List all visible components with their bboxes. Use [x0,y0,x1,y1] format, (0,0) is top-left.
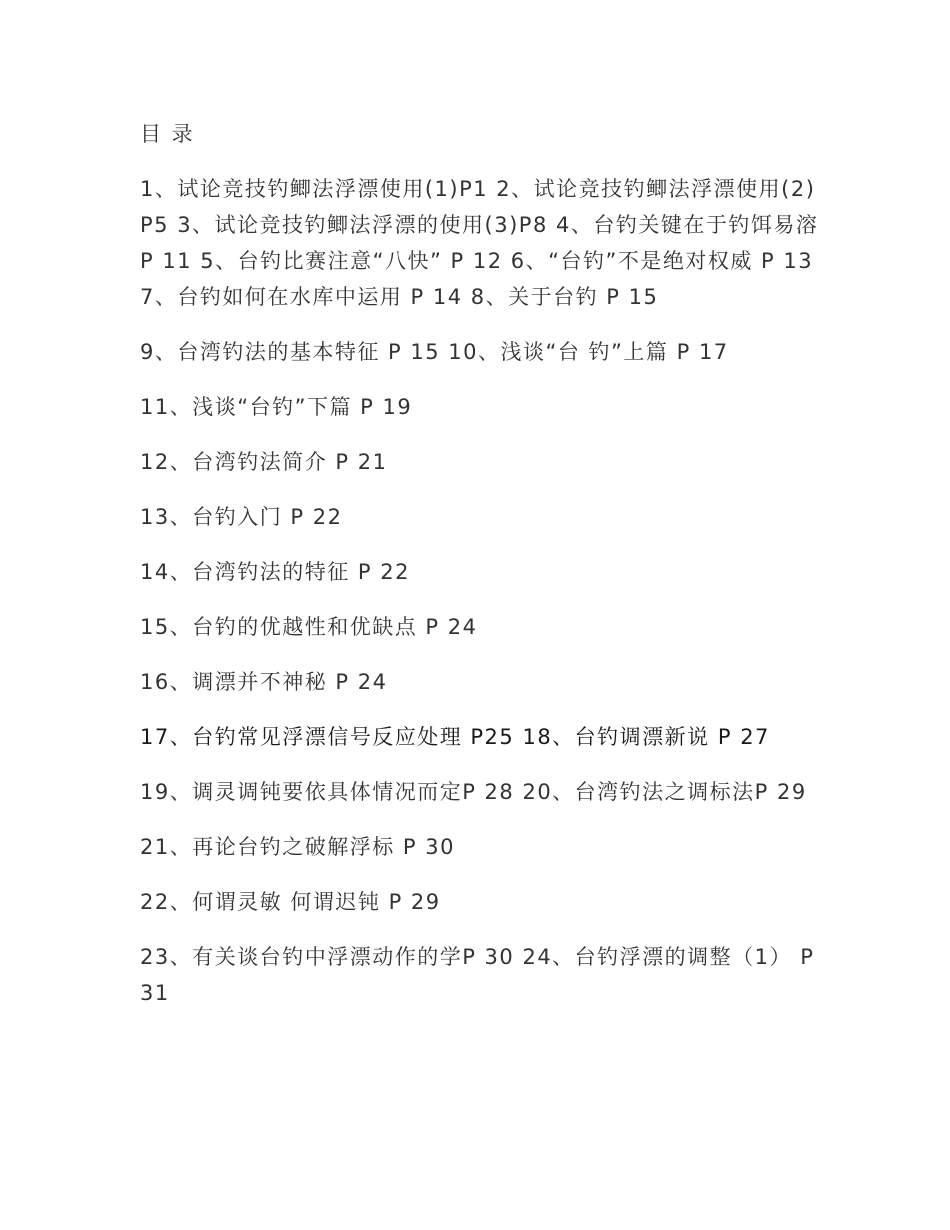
table-of-contents [140,118,820,1030]
toc-entry: 23、有关谈台钓中浮漂动作的学P 30 24、台钓浮漂的调整（1） P 31 [140,945,815,1005]
toc-entry: 16、调漂并不神秘 P 24 [140,670,388,694]
toc-entry: 15、台钓的优越性和优缺点 P 24 [140,615,478,639]
toc-entry: 12、台湾钓法简介 P 21 [140,450,388,474]
toc-entry: 21、再论台钓之破解浮标 P 30 [140,835,455,859]
toc-entry: 11、浅谈“台钓”下篇 P 19 [140,395,413,419]
toc-entry: 22、何谓灵敏 何谓迟钝 P 29 [140,890,441,914]
toc-entry: 19、调灵调钝要依具体情况而定P 28 20、台湾钓法之调标法P 29 [140,780,807,804]
toc-title: 目 录 [140,122,195,146]
toc-entry: 13、台钓入门 P 22 [140,505,343,529]
toc-entry: 1、试论竞技钓鲫法浮漂使用(1)P1 2、试论竞技钓鲫法浮漂使用(2)P5 3、试论竞技钓鲫法浮漂的使用(3)P8 4、台钓关键在于钓饵易溶P 11 5、台钓比赛注意“八快” P 12 6、“台钓”不是绝对权威 P 13 7、台钓如何在水库中运用 P 14 8、关于台钓 P 15 [140,177,819,309]
toc-entry: 17、台钓常见浮漂信号反应处理 P25 18、台钓调漂新说 P 27 [140,725,770,749]
toc-entry: 9、台湾钓法的基本特征 P 15 10、浅谈“台 钓”上篇 P 17 [140,340,729,364]
toc-entry: 14、台湾钓法的特征 P 22 [140,560,410,584]
